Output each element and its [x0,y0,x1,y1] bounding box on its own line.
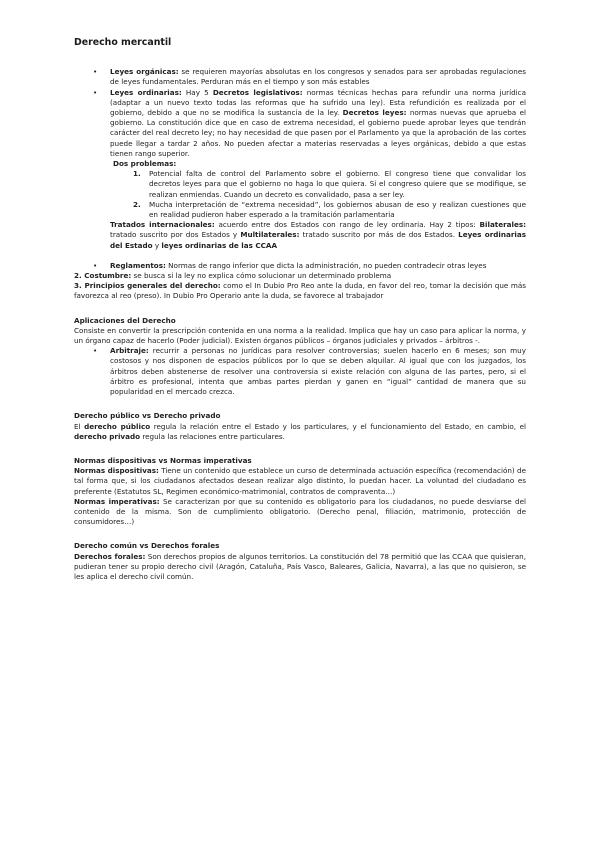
text-normas-imperativas: Se caracterizan por que su contenido es obligatorio para los ciudadanos, no puede desviarse del contenido de la misma. Son de cumplimiento obligatorio. (Derecho penal, filiación, matrimonio, protección de consumidores…) [74,496,526,527]
problema-item [133,199,526,220]
term-leyes-ordinarias: Leyes ordinarias: [110,87,182,97]
sources-list [74,67,526,251]
problema-text: Potencial falta de control del Parlamento sobre el gobierno. El congreso tiene que convalidar los decretos leyes para que el gobierno no haga lo que quiera. Si el congreso quiere que se modifique, se realizan enmiendas. Cuando un decreto es convalidado, pasa a ser ley. [149,169,526,199]
term-derecho-publico: derecho público [84,421,151,431]
term-decretos-leyes: Decretos leyes: [342,108,407,118]
text-arbitraje: recurrir a personas no jurídicas para resolver controversias; suelen hacerlo en 6 meses; son muy costosos y nos disponen de espacios públicos por lo que se deben alquilar. Al igual que con los juzgados, los árbitros deben abstenerse de resolver una controversia si existe relación con alguna de las partes, pero, si el árbitro es profesional, intenta que ambas partes pierdan y ganen en “igual” cantidad de manera que su popularidad en el mercado crezca. [110,346,526,397]
text-decretos-legislativos: normas técnicas hechas para refundir una norma jurídica (adaptar a un nuevo texto todas las reformas que ha sufrido una ley). Esta refundición es realizada por el gobierno, debido a que no se modifica la sustancia de la ley. [110,87,527,118]
term-derechos-forales: Derechos forales: [74,551,146,561]
text-y: y [152,240,162,250]
text-normas-dispositivas: Tiene un contenido que establece un curso de determinada actuación específica (recomendación) de tal forma que, si los ciudadanos afectados desean realizar algo distinto, lo puedan hacer. La voluntad del ciudadano es preferente (Estatutos SL, Regimen económico-matrimonial, contratos de compraventa…) [74,466,526,496]
term-reglamentos: Reglamentos: [110,260,166,270]
problemas-list [110,169,526,220]
text-reglamentos: Normas de rango inferior que dicta la administración, no pueden contradecir otras leyes [165,260,487,270]
reglamentos-list [74,261,526,271]
section-heading-publico-privado: Derecho público vs Derecho privado [74,411,221,421]
text-derechos-forales: Son derechos propios de algunos territorios. La constitución del 78 permitió que las CCAA que quisieran, pudieran tener su propio derecho civil (Aragón, Cataluña, País Vasco, Baleares, Galicia, Navarra), a las que no quisieron, se les aplica el derecho civil común. [74,551,526,581]
text-leyes-organicas: se requieren mayorías absolutas en los congresos y senados para ser aprobadas regulaciones de leyes fundamentales. Perduran más en el tiempo y son más estables [110,67,526,87]
problema-number: 1. [133,169,141,179]
normas-dispositivas-paragraph [74,466,526,497]
text-bilaterales: tratado suscrito por dos Estados y [110,230,241,240]
tratados-paragraph [110,220,526,251]
term-multilaterales: Multilaterales: [240,230,300,240]
term-normas-dispositivas: Normas dispositivas: [74,466,159,476]
term-costumbre: 2. Costumbre: [74,271,132,281]
term-arbitraje: Arbitraje: [110,346,149,356]
section-heading-comun-forales: Derecho común vs Derechos forales [74,541,220,551]
term-principios: 3. Principios generales del derecho: [74,281,221,291]
term-leyes-ccaa: leyes ordinarias de las CCAA [161,240,278,250]
term-leyes-organicas: Leyes orgánicas: [110,67,179,77]
section-heading-normas: Normas dispositivas vs Normas imperativas [74,455,252,465]
text-costumbre: se busca si la ley no explica cómo solucionar un determinado problema [131,271,392,281]
term-derecho-privado: derecho privado [74,431,141,441]
term-decretos-legislativos: Decretos legislativos: [212,87,303,97]
text-pp-2: regula la relación entre el Estado y los particulares, y el funcionamiento del Estado, en cambio, el [150,421,526,431]
list-item-arbitraje [110,346,526,397]
problema-number: 2. [133,199,141,209]
text-multilaterales: tratado suscrito por más de dos Estados. [299,230,459,240]
text-principios: como el In Dubio Pro Reo ante la duda, en favor del reo, tomar la decisión que más favorezca al reo (preso). In Dubio Pro Operario ante la duda, se favorece al trabajador [74,281,526,301]
document-title: Derecho mercantil [74,37,172,48]
publico-privado-paragraph [74,422,526,442]
dos-problemas-heading: Dos problemas: [113,159,177,169]
document-page [74,38,526,582]
problema-item [133,169,526,200]
term-normas-imperativas: Normas imperativas: [74,496,160,506]
text-pp-1: El [74,421,85,431]
arbitraje-list [74,346,526,397]
aplicaciones-paragraph: Consiste en convertir la prescripción contenida en una norma a la realidad. Implica que hay un caso para aplicar la norma, y un órgano capaz de hacerlo (Poder judicial). Existen órganos públicos – órganos judiciales y privados – árbitros -. [74,325,526,346]
term-tratados: Tratados internacionales: [110,220,215,230]
text-pp-3: regula las relaciones entre particulares. [140,431,285,441]
term-bilaterales: Bilaterales: [479,220,526,230]
term-leyes-estado: Leyes ordinarias del Estado [110,230,526,250]
costumbre-paragraph [74,271,526,281]
text-decretos-leyes: normas nuevas que aprueba el gobierno. La constitución dice que en caso de extrema necesidad, el gobierno puede aprobar leyes que tendrán carácter del real decreto ley; no hay necesidad de que pasen por el Parlamento ya que la aprobación de las cortes puede llegar a tardar 2 años. No pueden afectar a materias reservadas a leyes orgánicas, debido a que estas tienen rango superior. [110,108,526,158]
list-item-reglamentos [110,261,526,271]
text-tratados: acuerdo entre dos Estados con rango de ley ordinaria. Hay 2 tipos: [214,220,480,230]
derechos-forales-paragraph [74,552,526,583]
section-heading-aplicaciones: Aplicaciones del Derecho [74,315,176,325]
normas-imperativas-paragraph [74,497,526,528]
text-leyes-ordinarias-1: Hay 5 [181,87,213,97]
list-item-leyes-ordinarias [110,88,526,251]
principios-paragraph [74,281,526,301]
list-item-leyes-organicas [110,67,526,87]
problema-text: Mucha interpretación de “extrema necesidad”, los gobiernos abusan de eso y realizan cuestiones que en realidad pudieron haber esperado a la tramitación parlamentaria [149,199,526,220]
